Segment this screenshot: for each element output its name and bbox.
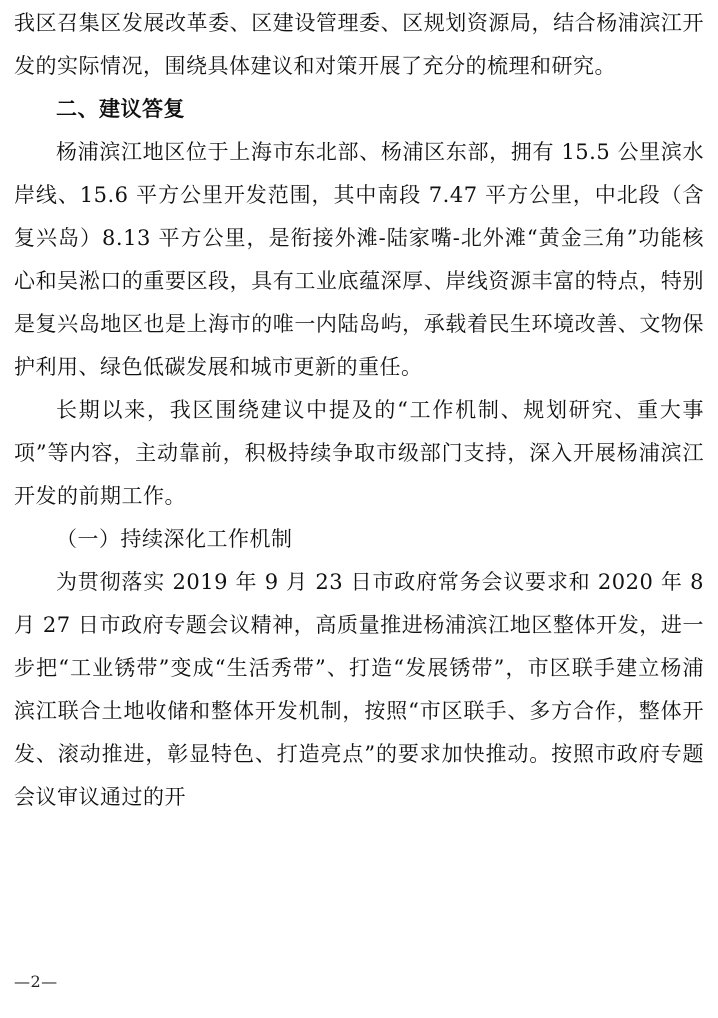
body-paragraph: 长期以来，我区围绕建议中提及的“工作机制、规划研究、重大事项”等内容，主动靠前，积极持续争取市级部门支持，深入开展杨浦滨江开发的前期工作。 xyxy=(14,398,704,508)
page-number: —2— xyxy=(14,972,58,991)
body-paragraph: 为贯彻落实 2019 年 9 月 23 日市政府常务会议要求和 2020 年 8 月 27 日市政府专题会议精神，高质量推进杨浦滨江地区整体开发，进一步把“工业锈带”变成“生活秀带”、打造“发展锈带”，市区联手建立杨浦滨江联合土地收储和整体开发机制，按照“市区联手、多方合作，整体开发、滚动推进，彰显特色、打造亮点”的要求加快推动。按照市政府专题会议审议通过的开 xyxy=(14,570,704,809)
document-body xyxy=(14,2,704,819)
body-paragraph: 我区召集区发展改革委、区建设管理委、区规划资源局，结合杨浦滨江开发的实际情况，围绕具体建议和对策开展了充分的梳理和研究。 xyxy=(14,11,704,78)
body-paragraph: 杨浦滨江地区位于上海市东北部、杨浦区东部，拥有 15.5 公里滨水岸线、15.6 平方公里开发范围，其中南段 7.47 平方公里，中北段（含复兴岛）8.13 平方公里，是衔接外滩-陆家嘴-北外滩“黄金三角”功能核心和吴淞口的重要区段，具有工业底蕴深厚、岸线资源丰富的特点，特别是复兴岛地区也是上海市的唯一内陆岛屿，承载着民生环境改善、文物保护利用、绿色低碳发展和城市更新的重任。 xyxy=(14,140,704,379)
section-heading: 二、建议答复 xyxy=(56,97,185,121)
subsection-heading: （一）持续深化工作机制 xyxy=(56,527,293,551)
